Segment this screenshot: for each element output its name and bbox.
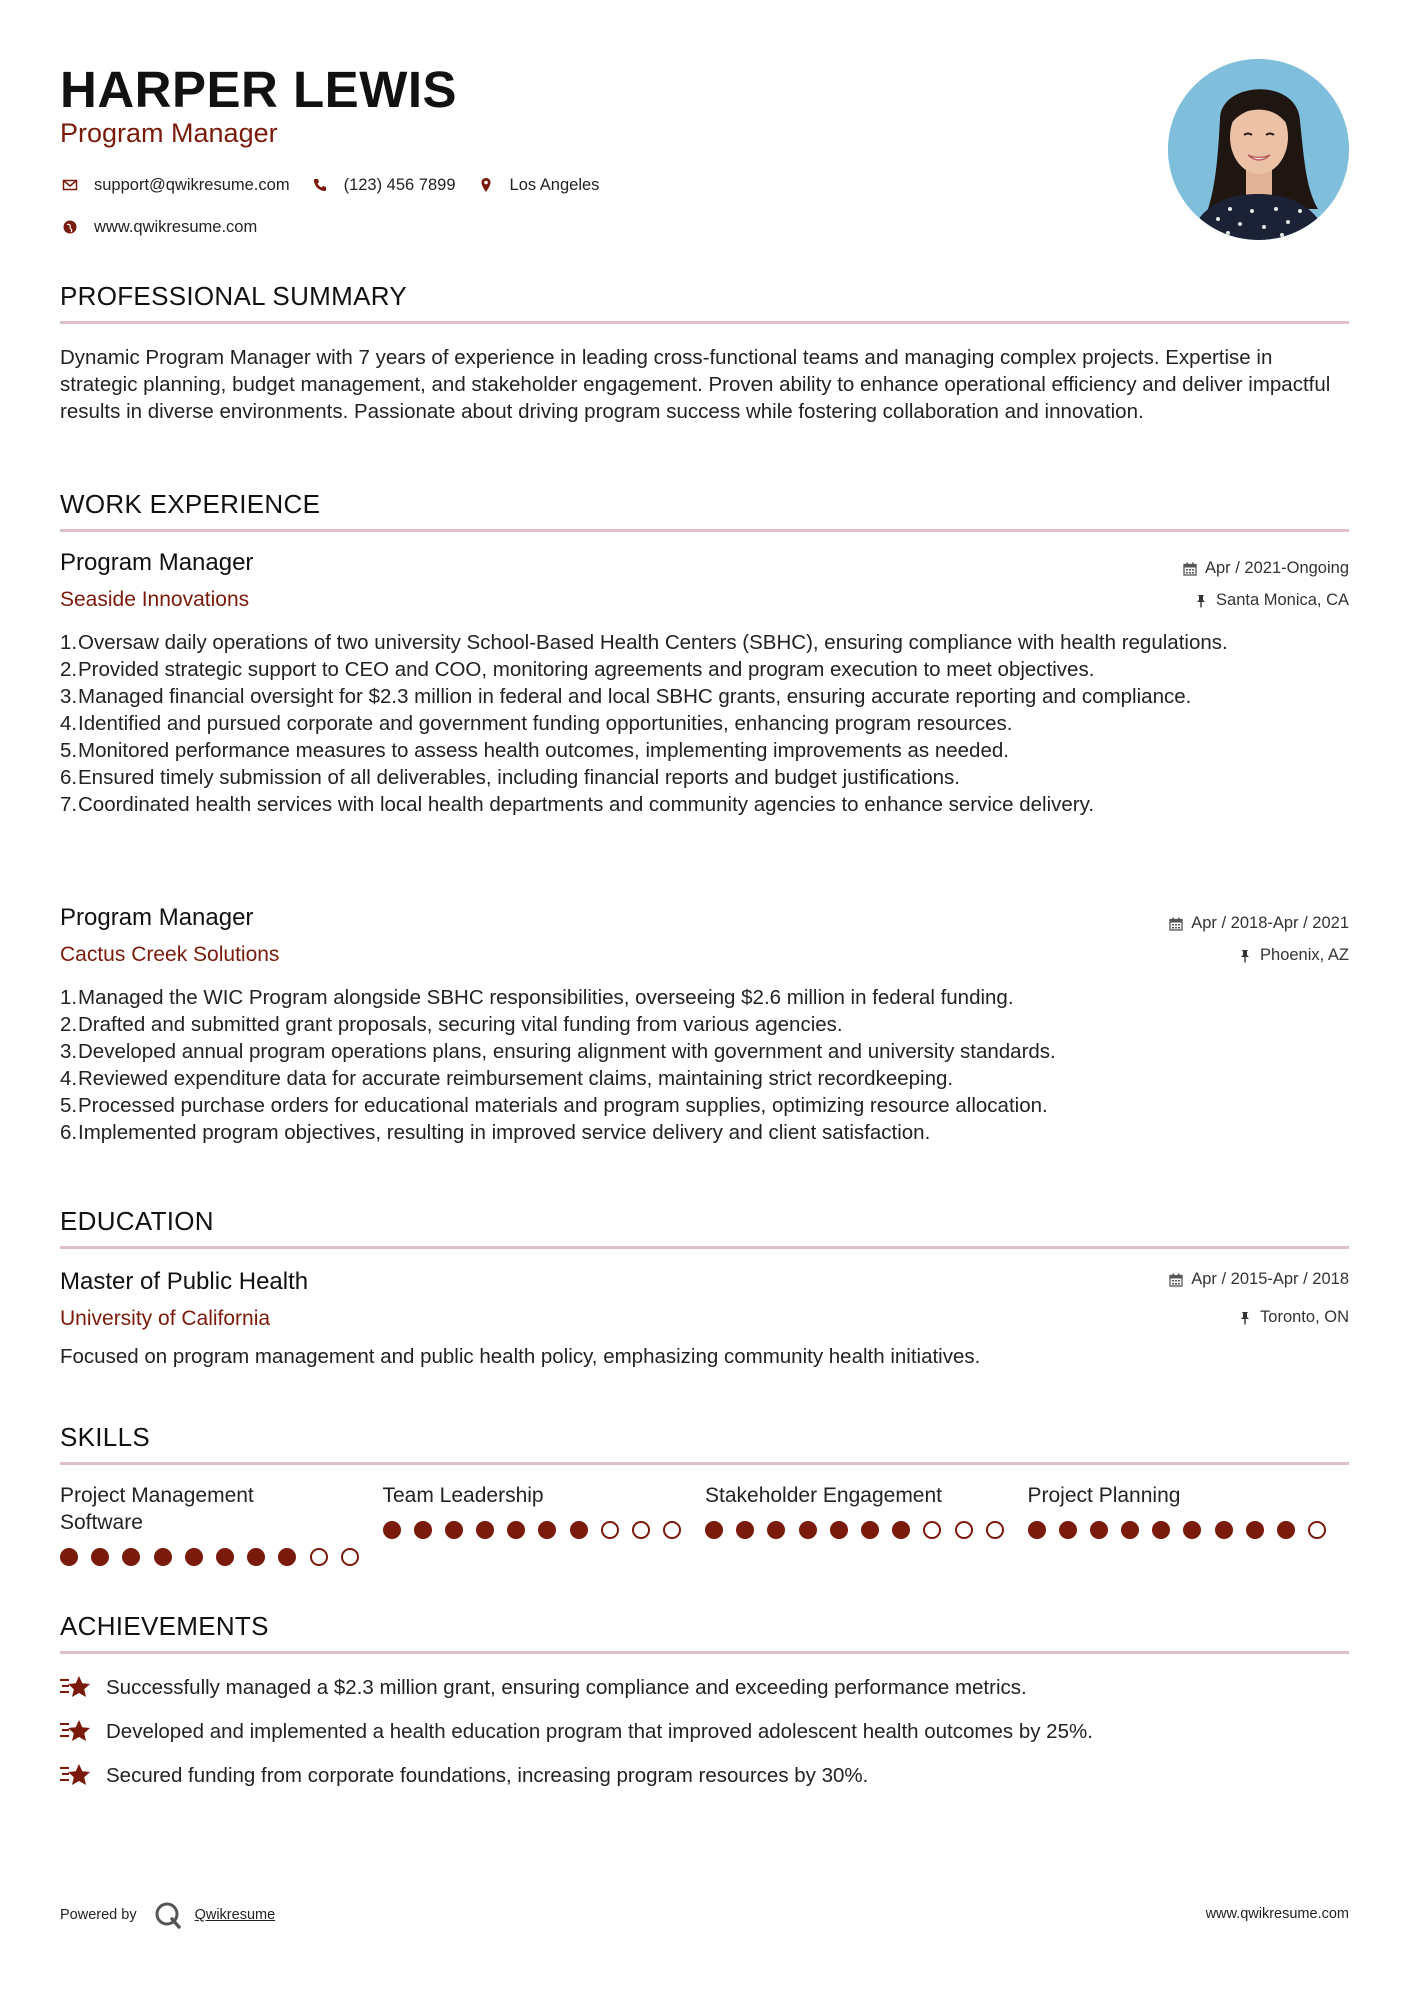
- footer-url[interactable]: www.qwikresume.com: [1205, 1906, 1349, 1922]
- rating-dot-filled: [216, 1548, 234, 1566]
- map-pin-icon: [476, 176, 496, 194]
- skill-rating: [705, 1521, 1028, 1539]
- company-name: Seaside Innovations: [60, 588, 250, 611]
- skills-divider: [60, 1462, 1349, 1465]
- qwikresume-logo-icon: [153, 1900, 183, 1930]
- skills-heading: SKILLS: [60, 1422, 150, 1452]
- rating-dot-filled: [278, 1548, 296, 1566]
- rating-dot-filled: [507, 1521, 525, 1539]
- powered-by-label: Powered by: [60, 1907, 137, 1923]
- skill-item: [1028, 1482, 1351, 1566]
- star-award-icon: [60, 1762, 92, 1790]
- rating-dot-filled: [705, 1521, 723, 1539]
- rating-dot-filled: [1215, 1521, 1233, 1539]
- location-text: Los Angeles: [509, 175, 600, 194]
- pushpin-icon: [1192, 593, 1210, 609]
- job-dates: Apr / 2021-Ongoing: [1181, 559, 1349, 578]
- contact-info: [60, 172, 619, 256]
- summary-divider: [60, 321, 1349, 324]
- education-divider: [60, 1246, 1349, 1249]
- job-dates: Apr / 2018-Apr / 2021: [1167, 914, 1349, 933]
- experience-heading: WORK EXPERIENCE: [60, 489, 321, 519]
- rating-dot-empty: [986, 1521, 1004, 1539]
- rating-dot-filled: [861, 1521, 879, 1539]
- rating-dot-filled: [767, 1521, 785, 1539]
- rating-dot-filled: [830, 1521, 848, 1539]
- email-link[interactable]: support@qwikresume.com: [94, 175, 290, 194]
- rating-dot-filled: [570, 1521, 588, 1539]
- skill-rating: [1028, 1521, 1351, 1539]
- pushpin-icon: [1236, 1310, 1254, 1326]
- list-item: 1. Managed the WIC Program alongside SBHC responsibilities, overseeing $2.6 million in federal funding.: [60, 986, 1014, 1009]
- achievement-item: Developed and implemented a health education program that improved adolescent health outcomes by 25%.: [60, 1718, 1350, 1746]
- rating-dot-filled: [476, 1521, 494, 1539]
- education-heading: EDUCATION: [60, 1206, 214, 1236]
- list-item: 1. Oversaw daily operations of two university School-Based Health Centers (SBHC), ensuring compliance with health regulations.: [60, 631, 1228, 654]
- list-item: 3. Managed financial oversight for $2.3 million in federal and local SBHC grants, ensuring accurate reporting and compliance.: [60, 685, 1192, 708]
- job-location: Santa Monica, CA: [1192, 591, 1349, 610]
- education-dates: Apr / 2015-Apr / 2018: [1167, 1270, 1349, 1289]
- list-item: 6. Implemented program objectives, resulting in improved service delivery and client satisfaction.: [60, 1121, 931, 1144]
- list-item: 3. Developed annual program operations plans, ensuring alignment with government and university standards.: [60, 1040, 1056, 1063]
- pushpin-icon: [1236, 948, 1254, 964]
- job-responsibilities: [60, 629, 1350, 818]
- star-award-icon: [60, 1718, 92, 1746]
- rating-dot-filled: [185, 1548, 203, 1566]
- skill-item: [60, 1482, 383, 1566]
- experience-divider: [60, 529, 1349, 532]
- envelope-icon: [60, 176, 80, 194]
- achievements-divider: [60, 1651, 1349, 1654]
- rating-dot-filled: [892, 1521, 910, 1539]
- education-location: Toronto, ON: [1236, 1308, 1349, 1327]
- rating-dot-filled: [538, 1521, 556, 1539]
- skill-item: [383, 1482, 706, 1566]
- job-location: Phoenix, AZ: [1236, 946, 1349, 965]
- rating-dot-filled: [1028, 1521, 1046, 1539]
- rating-dot-empty: [310, 1548, 328, 1566]
- star-award-icon: [60, 1674, 92, 1702]
- rating-dot-empty: [955, 1521, 973, 1539]
- candidate-title: Program Manager: [60, 118, 278, 148]
- globe-icon: [60, 218, 80, 236]
- rating-dot-filled: [445, 1521, 463, 1539]
- rating-dot-filled: [1277, 1521, 1295, 1539]
- rating-dot-empty: [601, 1521, 619, 1539]
- achievements-heading: ACHIEVEMENTS: [60, 1611, 269, 1641]
- profile-photo: [1168, 59, 1349, 240]
- rating-dot-empty: [663, 1521, 681, 1539]
- job-title: Program Manager: [60, 904, 254, 931]
- calendar-icon: [1167, 916, 1185, 932]
- skill-name: Project Management Software: [60, 1484, 254, 1534]
- skill-name: Project Planning: [1027, 1484, 1181, 1507]
- company-name: Cactus Creek Solutions: [60, 943, 280, 966]
- skill-rating: [60, 1548, 383, 1566]
- job-responsibilities: [60, 984, 1350, 1146]
- rating-dot-filled: [60, 1548, 78, 1566]
- qwikresume-link[interactable]: Qwikresume: [194, 1907, 276, 1923]
- rating-dot-filled: [736, 1521, 754, 1539]
- list-item: 4. Reviewed expenditure data for accurate reimbursement claims, maintaining strict recordkeeping.: [60, 1067, 954, 1090]
- achievement-item: Secured funding from corporate foundations, increasing program resources by 30%.: [60, 1762, 1350, 1790]
- rating-dot-filled: [247, 1548, 265, 1566]
- list-item: 6. Ensured timely submission of all deliverables, including financial reports and budget justifications.: [60, 766, 960, 789]
- degree-title: Master of Public Health: [60, 1268, 309, 1295]
- school-name: University of California: [60, 1307, 271, 1330]
- skill-name: Stakeholder Engagement: [705, 1484, 942, 1507]
- calendar-icon: [1181, 561, 1199, 577]
- rating-dot-filled: [383, 1521, 401, 1539]
- list-item: 2. Drafted and submitted grant proposals, securing vital funding from various agencies.: [60, 1013, 843, 1036]
- candidate-name: HARPER LEWIS: [60, 61, 458, 118]
- rating-dot-filled: [1246, 1521, 1264, 1539]
- rating-dot-filled: [1121, 1521, 1139, 1539]
- phone-icon: [310, 176, 330, 194]
- rating-dot-empty: [632, 1521, 650, 1539]
- list-item: 4. Identified and pursued corporate and government funding opportunities, enhancing program resources.: [60, 712, 1013, 735]
- achievement-item: Successfully managed a $2.3 million grant, ensuring compliance and exceeding performance metrics.: [60, 1674, 1350, 1702]
- footer-powered-by: [60, 1900, 275, 1930]
- summary-heading: PROFESSIONAL SUMMARY: [60, 281, 407, 311]
- rating-dot-filled: [154, 1548, 172, 1566]
- rating-dot-empty: [1308, 1521, 1326, 1539]
- website-link[interactable]: www.qwikresume.com: [94, 217, 258, 236]
- list-item: 2. Provided strategic support to CEO and COO, monitoring agreements and program execution to meet objectives.: [60, 658, 1095, 681]
- rating-dot-filled: [122, 1548, 140, 1566]
- rating-dot-filled: [1059, 1521, 1077, 1539]
- rating-dot-filled: [91, 1548, 109, 1566]
- rating-dot-filled: [1183, 1521, 1201, 1539]
- list-item: 5. Monitored performance measures to assess health outcomes, implementing improvements as needed.: [60, 739, 1009, 762]
- rating-dot-filled: [799, 1521, 817, 1539]
- phone-number: (123) 456 7899: [343, 175, 456, 194]
- summary-text: Dynamic Program Manager with 7 years of experience in leading cross-functional teams and managing complex projects. Expertise in strategic planning, budget management, and stakeholder engagement. Proven ability to enhance operational efficiency and deliver impactful results in diverse environments. Passionate about driving program success while fostering collaboration and innovation.: [60, 346, 1331, 423]
- skill-item: [705, 1482, 1028, 1566]
- list-item: 5. Processed purchase orders for educational materials and program supplies, optimizing resource allocation.: [60, 1094, 1048, 1117]
- education-description: Focused on program management and public health policy, emphasizing community health initiatives.: [60, 1345, 981, 1368]
- rating-dot-filled: [414, 1521, 432, 1539]
- skill-rating: [383, 1521, 706, 1539]
- rating-dot-empty: [341, 1548, 359, 1566]
- rating-dot-empty: [923, 1521, 941, 1539]
- skill-name: Team Leadership: [382, 1484, 544, 1507]
- skills-list: [60, 1482, 1350, 1566]
- job-title: Program Manager: [60, 549, 254, 576]
- calendar-icon: [1167, 1272, 1185, 1288]
- list-item: 7. Coordinated health services with local health departments and community agencies to enhance service delivery.: [60, 793, 1095, 816]
- rating-dot-filled: [1090, 1521, 1108, 1539]
- rating-dot-filled: [1152, 1521, 1170, 1539]
